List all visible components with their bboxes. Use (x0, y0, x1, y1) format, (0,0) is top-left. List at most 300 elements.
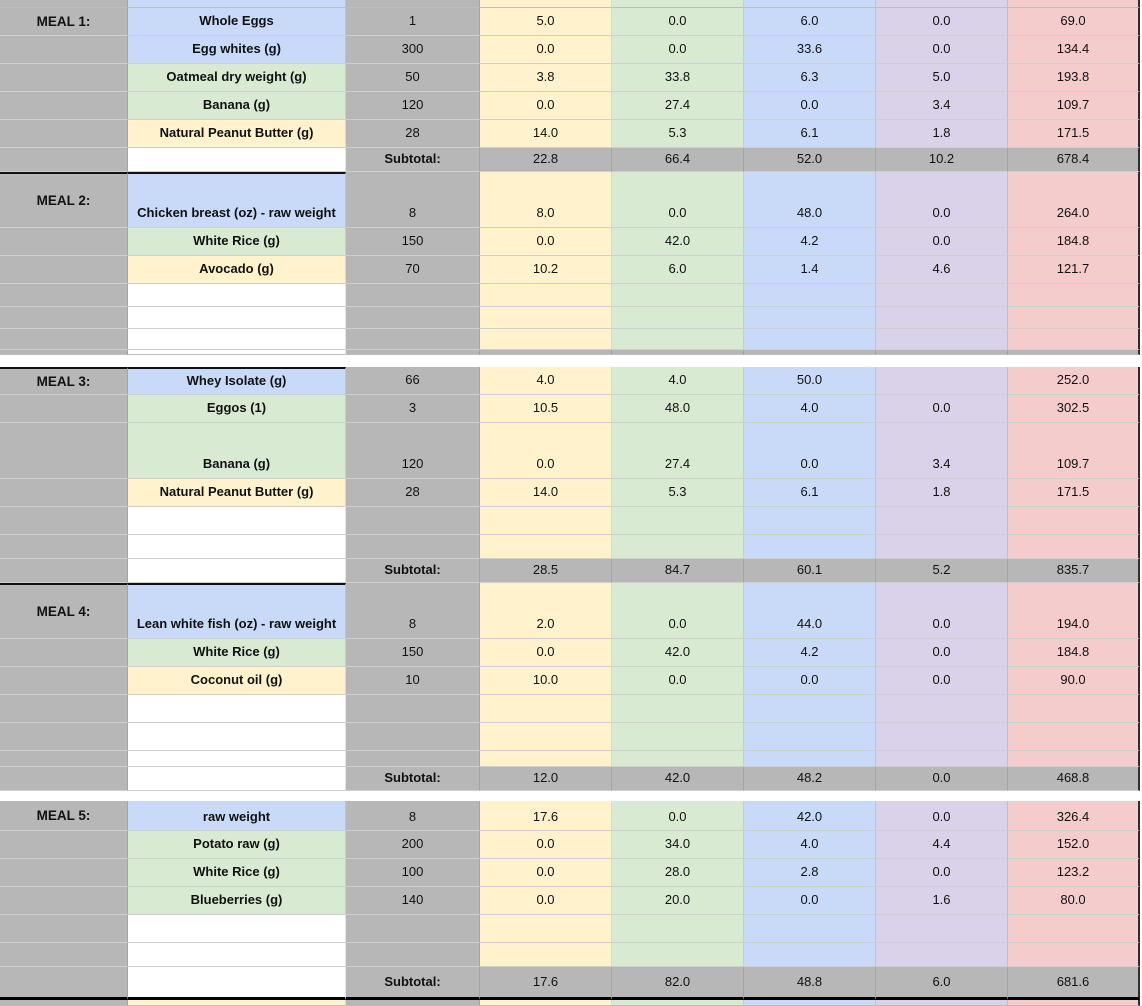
quantity-cell[interactable] (346, 256, 480, 284)
value-cell[interactable] (744, 307, 876, 329)
subtotal-value-cell[interactable] (480, 559, 612, 583)
value-cell[interactable] (744, 395, 876, 423)
value-cell[interactable] (744, 915, 876, 943)
value-cell[interactable] (876, 367, 1008, 395)
value-cell[interactable] (744, 120, 876, 148)
value-cell[interactable] (744, 228, 876, 256)
value-cell[interactable] (612, 479, 744, 507)
quantity-cell[interactable] (346, 535, 480, 559)
value-cell[interactable] (876, 0, 1008, 8)
value-cell[interactable] (1008, 887, 1140, 915)
value-cell[interactable] (744, 367, 876, 395)
meal-label-cell[interactable] (0, 943, 128, 967)
quantity-cell[interactable] (346, 943, 480, 967)
value-cell[interactable] (612, 256, 744, 284)
subtotal-value-cell[interactable] (1008, 767, 1140, 791)
subtotal-value-cell[interactable] (1008, 350, 1140, 355)
quantity-cell[interactable] (346, 284, 480, 307)
item-name-cell[interactable] (128, 367, 346, 395)
meal-label-cell[interactable] (0, 723, 128, 751)
value-cell[interactable] (480, 172, 612, 228)
quantity-cell[interactable] (346, 395, 480, 423)
value-cell[interactable] (876, 915, 1008, 943)
value-cell[interactable] (612, 172, 744, 228)
value-cell[interactable] (744, 64, 876, 92)
item-name: Banana (g) (202, 97, 271, 113)
value-cell[interactable] (1008, 507, 1140, 535)
quantity-cell[interactable] (346, 350, 480, 355)
subtotal-value-cell[interactable] (1008, 967, 1140, 1000)
value-cell[interactable] (612, 887, 744, 915)
subtotal-value-cell[interactable] (744, 350, 876, 355)
quantity-cell[interactable] (346, 172, 480, 228)
item-name-cell[interactable] (128, 423, 346, 479)
value-cell[interactable] (612, 367, 744, 395)
value-cell[interactable] (876, 535, 1008, 559)
meal-label-cell[interactable] (0, 667, 128, 695)
item-name-cell[interactable] (128, 535, 346, 559)
value-cell[interactable] (480, 0, 612, 8)
item-name-cell[interactable] (128, 583, 346, 639)
meal-label-cell[interactable] (0, 915, 128, 943)
quantity-cell[interactable] (346, 64, 480, 92)
item-name-cell[interactable] (128, 751, 346, 767)
value-cell[interactable] (1008, 535, 1140, 559)
meal-label-cell[interactable] (0, 423, 128, 479)
cell-value: 5.2 (932, 562, 951, 578)
stitch-gap (0, 355, 1142, 367)
value-cell[interactable] (876, 479, 1008, 507)
subtotal-value-cell[interactable] (744, 559, 876, 583)
quantity-cell[interactable] (346, 859, 480, 887)
quantity-cell[interactable] (346, 639, 480, 667)
value-cell[interactable] (480, 120, 612, 148)
value-cell[interactable] (612, 120, 744, 148)
value-cell[interactable] (1008, 695, 1140, 723)
subtotal-value-cell[interactable] (612, 350, 744, 355)
value-cell[interactable] (744, 0, 876, 8)
quantity-cell[interactable] (346, 423, 480, 479)
value-cell[interactable] (612, 92, 744, 120)
value-cell[interactable] (612, 801, 744, 831)
value-cell[interactable] (612, 64, 744, 92)
value-cell[interactable] (480, 367, 612, 395)
value-cell[interactable] (744, 751, 876, 767)
value-cell[interactable] (612, 507, 744, 535)
value-cell[interactable] (1008, 915, 1140, 943)
value-cell[interactable] (480, 395, 612, 423)
value-cell[interactable] (1008, 831, 1140, 859)
quantity-cell[interactable] (346, 695, 480, 723)
value-cell[interactable] (480, 284, 612, 307)
value-cell[interactable] (876, 284, 1008, 307)
meal-label-cell[interactable] (0, 1000, 128, 1006)
value-cell[interactable] (876, 831, 1008, 859)
meal-label-cell[interactable] (0, 120, 128, 148)
meal-label-cell[interactable] (0, 307, 128, 329)
item-name-cell[interactable] (128, 723, 346, 751)
value-cell[interactable] (612, 859, 744, 887)
quantity-cell[interactable] (346, 36, 480, 64)
value-cell[interactable] (480, 329, 612, 350)
meal-label-cell[interactable] (0, 695, 128, 723)
quantity-cell[interactable] (346, 801, 480, 831)
quantity-cell[interactable] (346, 1000, 480, 1006)
meal-label-cell[interactable] (0, 228, 128, 256)
item-name-cell[interactable] (128, 639, 346, 667)
meal-label-cell[interactable] (0, 36, 128, 64)
value-cell[interactable] (876, 695, 1008, 723)
item-name-cell[interactable] (128, 36, 346, 64)
item-name-cell[interactable] (128, 801, 346, 831)
subtotal-value-cell[interactable] (612, 967, 744, 1000)
value-cell[interactable] (612, 1000, 744, 1006)
value-cell[interactable] (744, 723, 876, 751)
meal-label-cell[interactable] (0, 395, 128, 423)
value-cell[interactable] (612, 329, 744, 350)
value-cell[interactable] (480, 801, 612, 831)
value-cell[interactable] (876, 859, 1008, 887)
value-cell[interactable] (480, 583, 612, 639)
value-cell[interactable] (744, 329, 876, 350)
subtotal-value-cell[interactable] (744, 767, 876, 791)
quantity-cell[interactable] (346, 723, 480, 751)
value-cell[interactable] (876, 256, 1008, 284)
item-name-cell[interactable] (128, 228, 346, 256)
value-cell[interactable] (1008, 859, 1140, 887)
empty-row (0, 723, 1140, 751)
value-cell[interactable] (744, 284, 876, 307)
item-name-cell[interactable] (128, 887, 346, 915)
quantity-cell[interactable] (346, 507, 480, 535)
quantity-cell[interactable] (346, 92, 480, 120)
value-cell[interactable] (612, 695, 744, 723)
cell-value: 0.0 (536, 41, 555, 57)
value-cell[interactable] (876, 751, 1008, 767)
meal-label-cell[interactable] (0, 367, 128, 395)
meal-label-cell[interactable] (0, 284, 128, 307)
value-cell[interactable] (1008, 284, 1140, 307)
value-cell[interactable] (1008, 943, 1140, 967)
item-name-cell[interactable] (128, 395, 346, 423)
value-cell[interactable] (480, 859, 612, 887)
subtotal-value-cell[interactable] (744, 148, 876, 172)
value-cell[interactable] (480, 1000, 612, 1006)
value-cell[interactable] (612, 667, 744, 695)
cell-value: 0.0 (932, 672, 951, 688)
item-name-cell[interactable] (128, 148, 346, 172)
quantity-cell[interactable] (346, 228, 480, 256)
value-cell[interactable] (480, 639, 612, 667)
value-cell[interactable] (1008, 64, 1140, 92)
meal-label-cell[interactable] (0, 859, 128, 887)
value-cell[interactable] (480, 479, 612, 507)
value-cell[interactable] (744, 1000, 876, 1006)
subtotal-value-cell[interactable] (480, 148, 612, 172)
value-cell[interactable] (876, 8, 1008, 36)
value-cell[interactable] (876, 667, 1008, 695)
value-cell[interactable] (876, 1000, 1008, 1006)
meal-label-cell[interactable] (0, 8, 128, 36)
value-cell[interactable] (612, 639, 744, 667)
subtotal-value-cell[interactable] (480, 767, 612, 791)
value-cell[interactable] (480, 695, 612, 723)
item-name-cell[interactable] (128, 943, 346, 967)
item-name-cell[interactable] (128, 64, 346, 92)
value-cell[interactable] (876, 36, 1008, 64)
subtotal-value-cell[interactable] (1008, 148, 1140, 172)
subtotal-value-cell[interactable] (744, 967, 876, 1000)
value-cell[interactable] (612, 228, 744, 256)
subtotal-value-cell[interactable] (1008, 559, 1140, 583)
value-cell[interactable] (480, 723, 612, 751)
item-name-cell[interactable] (128, 667, 346, 695)
item-name-cell[interactable] (128, 0, 346, 8)
value-cell[interactable] (876, 64, 1008, 92)
meal-label-cell[interactable] (0, 801, 128, 831)
subtotal-value-cell[interactable] (480, 350, 612, 355)
subtotal-label-cell[interactable] (346, 559, 480, 583)
value-cell[interactable] (1008, 0, 1140, 8)
meal-label-cell[interactable] (0, 583, 128, 639)
value-cell[interactable] (1008, 751, 1140, 767)
meal-label-cell[interactable] (0, 831, 128, 859)
item-name-cell[interactable] (128, 256, 346, 284)
value-cell[interactable] (480, 831, 612, 859)
value-cell[interactable] (876, 639, 1008, 667)
quantity-cell[interactable] (346, 8, 480, 36)
item-name-cell[interactable] (128, 8, 346, 36)
value-cell[interactable] (744, 583, 876, 639)
item-name-cell[interactable] (128, 329, 346, 350)
subtotal-value-cell[interactable] (612, 148, 744, 172)
value-cell[interactable] (480, 307, 612, 329)
quantity-cell[interactable] (346, 751, 480, 767)
value-cell[interactable] (612, 831, 744, 859)
subtotal-value-cell[interactable] (876, 559, 1008, 583)
value-cell[interactable] (876, 583, 1008, 639)
meal-label-cell[interactable] (0, 172, 128, 228)
quantity-cell[interactable] (346, 915, 480, 943)
cell-value: 109.7 (1056, 456, 1090, 472)
value-cell[interactable] (1008, 639, 1140, 667)
value-cell[interactable] (612, 723, 744, 751)
value-cell[interactable] (1008, 583, 1140, 639)
value-cell[interactable] (480, 256, 612, 284)
value-cell[interactable] (612, 943, 744, 967)
item-name-cell[interactable] (128, 507, 346, 535)
quantity-cell[interactable] (346, 307, 480, 329)
value-cell[interactable] (744, 667, 876, 695)
value-cell[interactable] (744, 535, 876, 559)
value-cell[interactable] (480, 535, 612, 559)
value-cell[interactable] (480, 943, 612, 967)
value-cell[interactable] (480, 228, 612, 256)
meal-label-cell[interactable] (0, 479, 128, 507)
quantity-cell[interactable] (346, 329, 480, 350)
item-name-cell[interactable] (128, 1000, 346, 1006)
value-cell[interactable] (612, 36, 744, 64)
value-cell[interactable] (1008, 8, 1140, 36)
value-cell[interactable] (744, 801, 876, 831)
value-cell[interactable] (876, 228, 1008, 256)
value-cell[interactable] (1008, 801, 1140, 831)
value-cell[interactable] (744, 695, 876, 723)
quantity-cell[interactable] (346, 367, 480, 395)
empty-row (0, 284, 1140, 307)
quantity-cell[interactable] (346, 667, 480, 695)
value-cell[interactable] (1008, 723, 1140, 751)
value-cell[interactable] (876, 723, 1008, 751)
value-cell[interactable] (1008, 228, 1140, 256)
value-cell[interactable] (612, 284, 744, 307)
value-cell[interactable] (876, 307, 1008, 329)
value-cell[interactable] (612, 307, 744, 329)
value-cell[interactable] (480, 92, 612, 120)
meal-label-cell[interactable] (0, 148, 128, 172)
item-name-cell[interactable] (128, 307, 346, 329)
subtotal-label-cell[interactable] (346, 148, 480, 172)
item-name-cell[interactable] (128, 831, 346, 859)
value-cell[interactable] (744, 172, 876, 228)
value-cell[interactable] (1008, 423, 1140, 479)
meal-label-cell[interactable] (0, 887, 128, 915)
subtotal-value-cell[interactable] (876, 967, 1008, 1000)
item-name-cell[interactable] (128, 767, 346, 791)
item-name-cell[interactable] (128, 120, 346, 148)
value-cell[interactable] (1008, 1000, 1140, 1006)
meal-label-cell[interactable] (0, 64, 128, 92)
quantity-cell[interactable] (346, 831, 480, 859)
subtotal-value-cell[interactable] (876, 767, 1008, 791)
quantity-cell[interactable] (346, 120, 480, 148)
value-cell[interactable] (480, 887, 612, 915)
value-cell[interactable] (612, 915, 744, 943)
item-name-cell[interactable] (128, 284, 346, 307)
value-cell[interactable] (744, 859, 876, 887)
cell-value: 42.0 (664, 644, 691, 660)
meal-label-cell[interactable] (0, 507, 128, 535)
value-cell[interactable] (876, 801, 1008, 831)
value-cell[interactable] (1008, 367, 1140, 395)
value-cell[interactable] (480, 8, 612, 36)
value-cell[interactable] (744, 943, 876, 967)
value-cell[interactable] (480, 64, 612, 92)
value-cell[interactable] (876, 329, 1008, 350)
subtotal-value-cell[interactable] (612, 767, 744, 791)
meal-label-cell[interactable] (0, 329, 128, 350)
meal-label-cell[interactable] (0, 256, 128, 284)
value-cell[interactable] (1008, 395, 1140, 423)
value-cell[interactable] (876, 395, 1008, 423)
value-cell[interactable] (612, 0, 744, 8)
item-name-cell[interactable] (128, 859, 346, 887)
value-cell[interactable] (744, 423, 876, 479)
value-cell[interactable] (876, 507, 1008, 535)
subtotal-value-cell[interactable] (480, 967, 612, 1000)
value-cell[interactable] (612, 751, 744, 767)
meal-label-cell[interactable] (0, 751, 128, 767)
meal-label-cell[interactable] (0, 967, 128, 1000)
value-cell[interactable] (1008, 172, 1140, 228)
item-name-cell[interactable] (128, 172, 346, 228)
value-cell[interactable] (744, 887, 876, 915)
value-cell[interactable] (1008, 667, 1140, 695)
subtotal-value-cell[interactable] (876, 148, 1008, 172)
meal-label-cell[interactable] (0, 639, 128, 667)
value-cell[interactable] (480, 667, 612, 695)
value-cell[interactable] (744, 8, 876, 36)
subtotal-label-cell[interactable] (346, 967, 480, 1000)
value-cell[interactable] (612, 395, 744, 423)
value-cell[interactable] (1008, 479, 1140, 507)
value-cell[interactable] (876, 120, 1008, 148)
value-cell[interactable] (480, 751, 612, 767)
cell-value: 468.8 (1056, 770, 1090, 786)
item-name-cell[interactable] (128, 559, 346, 583)
subtotal-label-cell[interactable] (346, 767, 480, 791)
value-cell[interactable] (480, 36, 612, 64)
value-cell[interactable] (1008, 307, 1140, 329)
value-cell[interactable] (612, 583, 744, 639)
item-name-cell[interactable] (128, 967, 346, 1000)
value-cell[interactable] (744, 36, 876, 64)
item-name-cell[interactable] (128, 479, 346, 507)
meal-label-cell[interactable] (0, 767, 128, 791)
value-cell[interactable] (1008, 92, 1140, 120)
value-cell[interactable] (1008, 120, 1140, 148)
value-cell[interactable] (612, 8, 744, 36)
cell-value: 0.0 (536, 892, 555, 908)
item-name-cell[interactable] (128, 92, 346, 120)
quantity-cell[interactable] (346, 0, 480, 8)
value-cell[interactable] (1008, 329, 1140, 350)
value-cell[interactable] (876, 92, 1008, 120)
quantity-cell[interactable] (346, 583, 480, 639)
value-cell[interactable] (876, 423, 1008, 479)
subtotal-value-cell[interactable] (876, 350, 1008, 355)
cell-value: 48.0 (796, 205, 823, 221)
item-name-cell[interactable] (128, 695, 346, 723)
item-name-cell[interactable] (128, 350, 346, 355)
value-cell[interactable] (1008, 36, 1140, 64)
meal-label-cell[interactable] (0, 350, 128, 355)
value-cell[interactable] (876, 943, 1008, 967)
meal-label-cell[interactable] (0, 535, 128, 559)
value-cell[interactable] (480, 507, 612, 535)
value-cell[interactable] (744, 507, 876, 535)
value-cell[interactable] (744, 831, 876, 859)
value-cell[interactable] (744, 639, 876, 667)
quantity-cell[interactable] (346, 479, 480, 507)
item-name-cell[interactable] (128, 915, 346, 943)
value-cell[interactable] (744, 479, 876, 507)
quantity-cell[interactable] (346, 887, 480, 915)
meal-label-cell[interactable] (0, 0, 128, 8)
value-cell[interactable] (876, 887, 1008, 915)
value-cell[interactable] (612, 423, 744, 479)
meal-label-cell[interactable] (0, 559, 128, 583)
value-cell[interactable] (480, 423, 612, 479)
value-cell[interactable] (744, 256, 876, 284)
value-cell[interactable] (480, 915, 612, 943)
subtotal-value-cell[interactable] (612, 559, 744, 583)
value-cell[interactable] (612, 535, 744, 559)
meal-label-cell[interactable] (0, 92, 128, 120)
value-cell[interactable] (876, 172, 1008, 228)
value-cell[interactable] (1008, 256, 1140, 284)
value-cell[interactable] (744, 92, 876, 120)
